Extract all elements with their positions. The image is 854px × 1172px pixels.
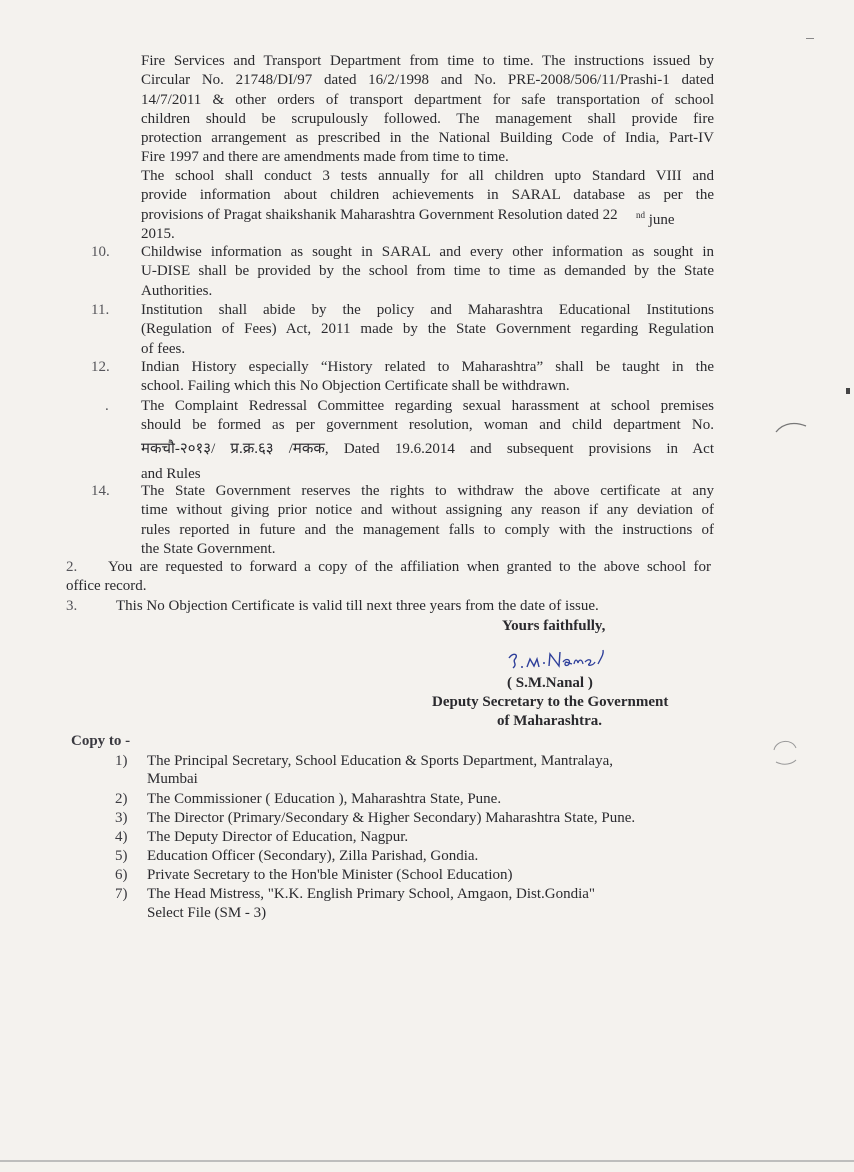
para-3-number: 3.	[66, 598, 78, 614]
item-13-number: .	[105, 398, 109, 414]
copy-item-text: The Head Mistress, "K.K. English Primary School, Amgaon, Dist.Gondia"	[147, 886, 596, 902]
item-9-date-suffix	[636, 206, 675, 230]
item-14-line: rules reported in future and the management falls to comply with the instructions of	[141, 521, 714, 538]
intro-line: Fire Services and Transport Department from time to time. The instructions issued by	[141, 53, 714, 69]
item-11-line: of fees.	[141, 340, 186, 357]
signature	[505, 646, 615, 672]
item-11-paragraph	[141, 301, 714, 359]
page-bottom-edge	[0, 1160, 854, 1162]
copy-item-text: Education Officer (Secondary), Zilla Parishad, Gondia.	[147, 848, 479, 864]
scan-mark	[774, 420, 808, 434]
copy-item-text: The Commissioner ( Education ), Maharashtra State, Pune.	[147, 791, 502, 807]
item-10-paragraph	[141, 243, 714, 301]
item-9-paragraph	[141, 167, 714, 244]
item-14-line: time without giving prior notice and without assigning any reason if any deviation of	[141, 502, 714, 519]
item-12-line: Indian History especially “History related to Maharashtra” shall be taught in the	[141, 359, 714, 375]
para-2-number: 2.	[66, 559, 78, 575]
copy-item-number: 4)	[115, 829, 128, 845]
copy-item-text: Private Secretary to the Hon'ble Minister (School Education)	[147, 867, 513, 883]
item-10-line: Childwise information as sought in SARAL and every other information as sought in	[141, 244, 714, 260]
copy-item-text: The Director (Primary/Secondary & Higher Secondary) Maharashtra State, Pune.	[147, 810, 636, 826]
item-9-line-with-date	[141, 206, 714, 225]
item-13-line: should be formed as per government resolution, woman and child department No.	[141, 417, 714, 434]
item-9-ordinal-suffix: nd	[636, 209, 645, 220]
signatory-name: ( S.M.Nanal )	[507, 675, 593, 691]
item-10-line: U-DISE shall be provided by the school from time to time as demanded by the State	[141, 263, 714, 280]
item-14-number: 14.	[91, 483, 110, 499]
select-file-note: Select File (SM - 3)	[147, 905, 267, 921]
item-11-line: Institution shall abide by the policy and Maharashtra Educational Institutions	[141, 302, 714, 318]
copy-item-text-cont: Mumbai	[147, 771, 198, 787]
yours-faithfully: Yours faithfully,	[502, 618, 606, 634]
item-11-number: 11.	[91, 302, 110, 318]
designation-line-1: Deputy Secretary to the Government	[432, 694, 669, 710]
item-13-line: The Complaint Redressal Committee regarding sexual harassment at school premises	[141, 398, 714, 414]
copy-item-number: 6)	[115, 867, 128, 883]
scan-dot	[846, 388, 850, 394]
copy-item-number: 7)	[115, 886, 128, 902]
item-13-line-marathi: मकचौ-२०१३/ प्र.क्र.६३ /मकक, Dated 19.6.2014 and subsequent provisions in Act	[141, 440, 714, 457]
copy-item-number: 1)	[115, 753, 128, 769]
item-12-line: school. Failing which this No Objection Certificate shall be withdrawn.	[141, 378, 570, 395]
item-9-text: provisions of Pragat shaikshanik Maharashtra Government Resolution dated 22	[141, 206, 618, 223]
item-10-number: 10.	[91, 244, 110, 260]
item-9-month: june	[645, 211, 675, 228]
item-13-paragraph	[141, 397, 714, 484]
item-12-number: 12.	[91, 359, 110, 375]
intro-line: children should be scrupulously followed. The management shall provide fire	[141, 110, 714, 127]
copy-item-text: The Deputy Director of Education, Nagpur.	[147, 829, 409, 845]
para-2-line-1: You are requested to forward a copy of the affiliation when granted to the above school for	[108, 559, 711, 575]
intro-line: protection arrangement as prescribed in the National Building Code of India, Part-IV	[141, 130, 714, 147]
item-14-paragraph	[141, 482, 714, 559]
para-2-line-2: office record.	[66, 578, 147, 594]
intro-line: 14/7/2011 & other orders of transport department for safe transportation of school	[141, 91, 714, 108]
scan-dash	[806, 38, 814, 39]
item-9-last-line: 2015.	[141, 225, 175, 242]
copy-item-number: 3)	[115, 810, 128, 826]
scan-mark	[770, 736, 800, 770]
item-10-line: Authorities.	[141, 282, 213, 299]
para-3-text: This No Objection Certificate is valid till next three years from the date of issue.	[116, 598, 599, 614]
item-9-line: provide information about children achievements in SARAL database as per the	[141, 187, 714, 204]
intro-paragraph	[141, 52, 714, 168]
item-13-line: and Rules	[141, 465, 201, 482]
designation-line-2: of Maharashtra.	[497, 713, 602, 729]
copy-item-text: The Principal Secretary, School Education & Sports Department, Mantralaya,	[147, 753, 613, 769]
item-14-line: the State Government.	[141, 540, 276, 557]
item-11-line: (Regulation of Fees) Act, 2011 made by the State Government regarding Regulation	[141, 321, 714, 338]
item-12-paragraph	[141, 358, 714, 397]
copy-item-number: 2)	[115, 791, 128, 807]
intro-line: Circular No. 21748/DI/97 dated 16/2/1998 and No. PRE-2008/506/11/Prashi-1 dated	[141, 72, 714, 89]
item-14-line: The State Government reserves the rights to withdraw the above certificate at any	[141, 483, 714, 499]
item-9-line: The school shall conduct 3 tests annually for all children upto Standard VIII and	[141, 168, 714, 184]
copy-item-number: 5)	[115, 848, 128, 864]
copy-to-heading: Copy to -	[71, 733, 131, 749]
intro-line: Fire 1997 and there are amendments made from time to time.	[141, 149, 509, 166]
